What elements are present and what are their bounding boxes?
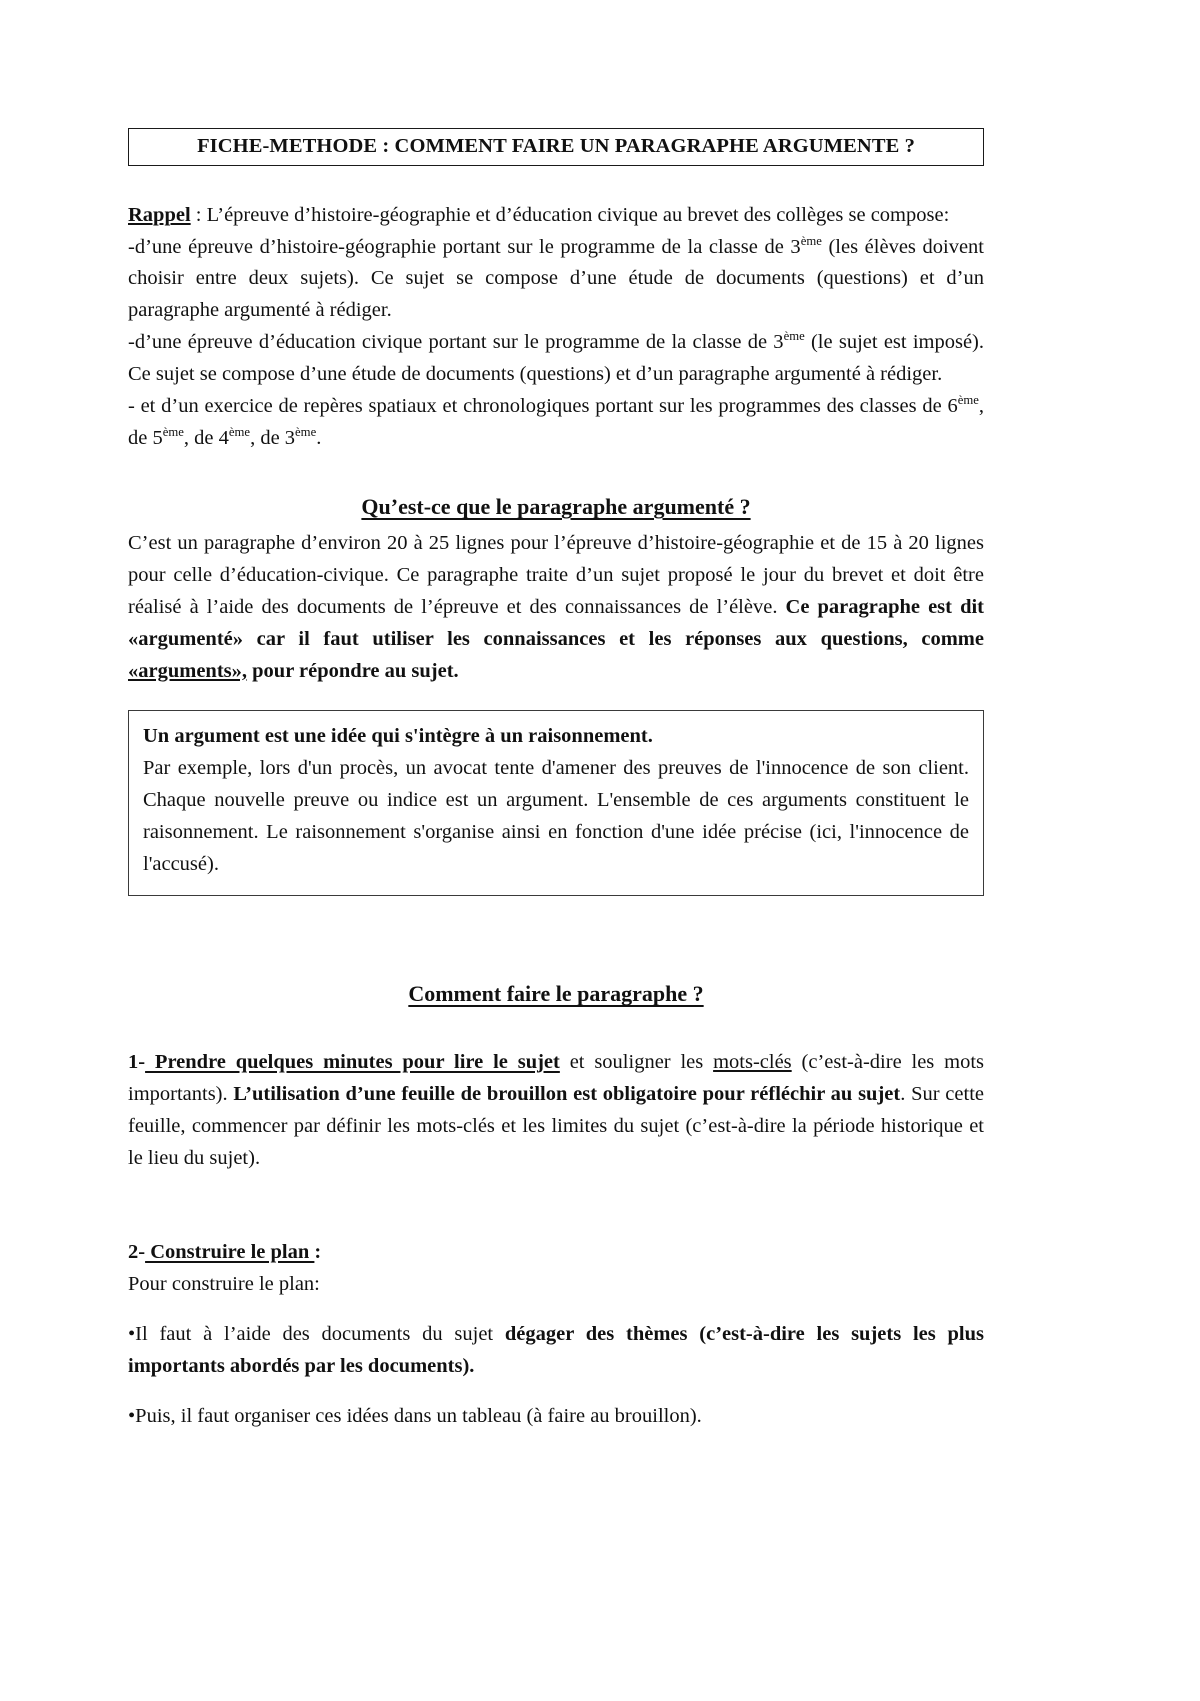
bullet-1-bold-text: dégager des thèmes (c’est-à-dire les sujets les plus importants abordés par les documents).	[128, 1322, 984, 1377]
ordinal-suffix-1: ème	[800, 233, 822, 248]
rappel-item-3-part-c: , de 4	[183, 427, 229, 450]
step-2-colon: :	[314, 1240, 322, 1263]
spacer-before-bullet-1	[128, 1301, 984, 1319]
rappel-item-2	[128, 327, 984, 391]
document-content	[128, 128, 984, 1433]
argument-definition-box	[128, 710, 984, 897]
section-heading-comment-faire	[128, 980, 984, 1009]
rappel-item-1-part-b: (les élèves doivent choisir entre deux sujets). Ce sujet se compose d’une étude de documents (questions) et d’un paragraphe argumenté à rédiger.	[128, 235, 985, 322]
definition-bold-underlined: «arguments»,	[128, 659, 248, 682]
definition-paragraph	[128, 528, 984, 688]
ordinal-suffix-3: ème	[957, 393, 979, 408]
step-2-lead-text: Pour construire le plan:	[128, 1272, 320, 1295]
spacer-before-heading-2	[128, 896, 984, 980]
ordinal-suffix-5: ème	[228, 425, 251, 440]
page-title: FICHE-METHODE : COMMENT FAIRE UN PARAGRAPHE ARGUMENTE ?	[197, 135, 915, 157]
rappel-item-3-part-a: - et d’un exercice de repères spatiaux et chronologiques portant sur les programmes des classes de 6	[128, 395, 958, 418]
definition-part-1: C’est un paragraphe d’environ 20 à 25 lignes pour l’épreuve d’histoire-géographie et de 15 à 20 lignes pour celle d’éducation-civique. Ce paragraphe traite d’un sujet proposé le jour du brevet et doit être réalisé à l’aide des documents de l’épreuve et des connaissances de l’élève.	[128, 531, 984, 618]
rappel-item-3-part-e: .	[316, 427, 322, 450]
document-title-box	[128, 128, 984, 166]
ordinal-suffix-6: ème	[295, 425, 317, 440]
bullet-1-text-a: •Il faut à l’aide des documents du sujet	[128, 1322, 505, 1345]
ordinal-suffix-4: ème	[162, 425, 184, 440]
rappel-colon: :	[190, 203, 207, 226]
rappel-label: Rappel	[128, 203, 191, 226]
step-2-bullet-1	[128, 1319, 984, 1383]
argument-box-title: Un argument est une idée qui s'intègre à un raisonnement.	[143, 724, 653, 747]
spacer-before-bullet-2	[128, 1383, 984, 1401]
rappel-intro-paragraph	[128, 200, 984, 232]
rappel-intro-text: L’épreuve d’histoire-géographie et d’éducation civique au brevet des collèges se compose:	[206, 203, 950, 226]
step-2-label: Construire le plan	[145, 1240, 315, 1263]
step-1-text-a: et souligner les	[559, 1050, 714, 1073]
step-2-number: 2-	[128, 1240, 146, 1263]
ordinal-suffix-2: ème	[783, 329, 805, 344]
rappel-item-3-part-d: , de 3	[250, 427, 296, 450]
section-heading-qu-est-ce-que	[128, 493, 984, 522]
step-1-number: 1-	[128, 1050, 146, 1073]
definition-bold-2: pour répondre au sujet.	[247, 659, 459, 682]
spacer-before-heading-1	[128, 455, 984, 493]
step-2-heading	[128, 1237, 984, 1269]
definition-bold-1: Ce paragraphe est dit «argumenté» car il faut utiliser les connaissances et les réponses aux questions, comme	[128, 595, 984, 650]
spacer-after-heading-2	[128, 1009, 984, 1047]
step-2-bullet-2: •Puis, il faut organiser ces idées dans un tableau (à faire au brouillon).	[128, 1404, 702, 1427]
rappel-item-2-part-a: -d’une épreuve d’éducation civique portant sur le programme de la classe de 3	[128, 331, 784, 354]
section-heading-1-text: Qu’est-ce que le paragraphe argumenté ?	[361, 494, 751, 520]
step-1-text-b: (c’est-à-dire les mots importants).	[128, 1050, 984, 1105]
step-1-label: Prendre quelques minutes pour lire le sujet	[145, 1050, 560, 1073]
argument-box-body: Par exemple, lors d'un procès, un avocat tente d'amener des preuves de l'innocence de son client. Chaque nouvelle preuve ou indice est un argument. L'ensemble de ces arguments constituent le raisonnement. Le raisonnement s'organise ainsi en fonction d'une idée précise (ici, l'innocence de l'accusé).	[143, 757, 969, 876]
step-1-keyword-underlined: mots-clés	[713, 1050, 792, 1073]
rappel-item-2-part-b: (le sujet est imposé). Ce sujet se compose d’une étude de documents (questions) et d’un paragraphe argumenté à rédiger.	[128, 331, 985, 386]
step-1-bold-emphasis: L’utilisation d’une feuille de brouillon est obligatoire pour réfléchir au sujet	[233, 1082, 901, 1105]
rappel-item-3	[128, 391, 984, 455]
spacer-before-step-2	[128, 1175, 984, 1237]
spacer-before-argument-box	[128, 688, 984, 710]
section-heading-2-text: Comment faire le paragraphe ?	[408, 981, 704, 1007]
rappel-item-3-part-b: , de 5	[128, 395, 984, 450]
rappel-item-1-part-a: -d’une épreuve d’histoire-géographie portant sur le programme de la classe de 3	[128, 235, 801, 258]
rappel-item-1	[128, 232, 984, 328]
step-1-paragraph	[128, 1047, 984, 1175]
step-1-text-c: . Sur cette feuille, commencer par définir les mots-clés et les limites du sujet (c’est-à-dire la période historique et le lieu du sujet).	[128, 1082, 984, 1169]
